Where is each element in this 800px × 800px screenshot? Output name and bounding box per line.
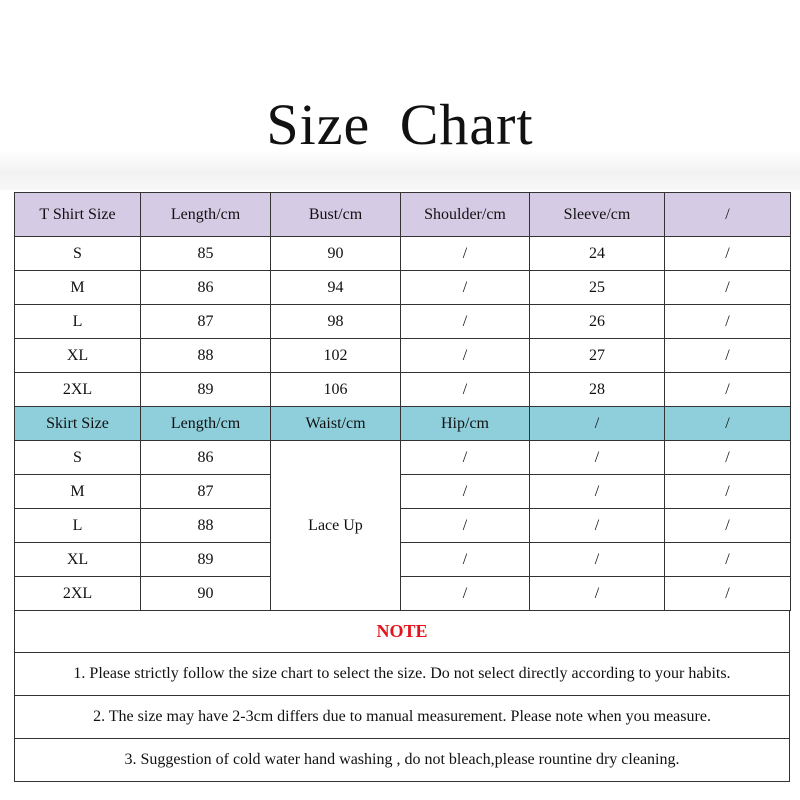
skirt-header-size: Skirt Size (15, 407, 141, 441)
skirt-cell-extra-1: / (530, 441, 665, 475)
tshirt-cell-length: 87 (141, 305, 271, 339)
skirt-cell-length: 90 (141, 577, 271, 611)
tshirt-cell-length: 88 (141, 339, 271, 373)
skirt-cell-hip: / (401, 441, 530, 475)
skirt-cell-extra-1: / (530, 577, 665, 611)
skirt-cell-extra-2: / (665, 543, 791, 577)
tshirt-cell-extra: / (665, 339, 791, 373)
size-chart-table (14, 192, 791, 611)
tshirt-cell-sleeve: 26 (530, 305, 665, 339)
skirt-cell-length: 86 (141, 441, 271, 475)
skirt-cell-length: 89 (141, 543, 271, 577)
skirt-row (15, 475, 791, 509)
tshirt-row (15, 339, 791, 373)
note-title: NOTE (376, 621, 428, 641)
skirt-cell-extra-1: / (530, 509, 665, 543)
tshirt-cell-extra: / (665, 271, 791, 305)
tshirt-cell-size: XL (15, 339, 141, 373)
tshirt-header-extra: / (665, 193, 791, 237)
skirt-cell-extra-1: / (530, 543, 665, 577)
skirt-row (15, 577, 791, 611)
tshirt-cell-size: L (15, 305, 141, 339)
note-item-text: 2. The size may have 2-3cm differs due to manual measurement. Please note when you measure. (93, 708, 711, 725)
notes-section (14, 610, 790, 782)
tshirt-cell-length: 89 (141, 373, 271, 407)
tshirt-cell-bust: 106 (271, 373, 401, 407)
tshirt-cell-shoulder: / (401, 271, 530, 305)
skirt-row (15, 543, 791, 577)
skirt-cell-size: 2XL (15, 577, 141, 611)
skirt-cell-extra-1: / (530, 475, 665, 509)
tshirt-cell-size: S (15, 237, 141, 271)
skirt-header-length: Length/cm (141, 407, 271, 441)
skirt-header-extra-2: / (665, 407, 791, 441)
tshirt-cell-sleeve: 28 (530, 373, 665, 407)
skirt-cell-extra-2: / (665, 577, 791, 611)
tshirt-header-size: T Shirt Size (15, 193, 141, 237)
tshirt-row (15, 271, 791, 305)
tshirt-cell-extra: / (665, 305, 791, 339)
tshirt-cell-extra: / (665, 237, 791, 271)
tshirt-cell-bust: 90 (271, 237, 401, 271)
tshirt-row (15, 305, 791, 339)
skirt-cell-extra-2: / (665, 509, 791, 543)
skirt-row (15, 509, 791, 543)
tshirt-cell-shoulder: / (401, 339, 530, 373)
note-item-text: 1. Please strictly follow the size chart to select the size. Do not select directly according to your habits. (73, 665, 731, 682)
skirt-waist-lace-up: Lace Up (271, 441, 401, 611)
tshirt-cell-sleeve: 25 (530, 271, 665, 305)
tshirt-header-sleeve: Sleeve/cm (530, 193, 665, 237)
tshirt-cell-shoulder: / (401, 237, 530, 271)
skirt-cell-size: L (15, 509, 141, 543)
tshirt-cell-sleeve: 27 (530, 339, 665, 373)
tshirt-cell-extra: / (665, 373, 791, 407)
skirt-cell-size: XL (15, 543, 141, 577)
tshirt-header-shoulder: Shoulder/cm (401, 193, 530, 237)
skirt-header-waist: Waist/cm (271, 407, 401, 441)
tshirt-header-length: Length/cm (141, 193, 271, 237)
skirt-cell-size: M (15, 475, 141, 509)
skirt-cell-hip: / (401, 509, 530, 543)
skirt-cell-length: 88 (141, 509, 271, 543)
skirt-cell-length: 87 (141, 475, 271, 509)
tshirt-row (15, 237, 791, 271)
skirt-header-row (15, 407, 791, 441)
skirt-row (15, 441, 791, 475)
skirt-cell-extra-2: / (665, 475, 791, 509)
note-title-row (14, 610, 790, 653)
skirt-cell-extra-2: / (665, 441, 791, 475)
skirt-cell-hip: / (401, 577, 530, 611)
tshirt-cell-shoulder: / (401, 373, 530, 407)
tshirt-row (15, 373, 791, 407)
tshirt-cell-bust: 94 (271, 271, 401, 305)
tshirt-cell-length: 85 (141, 237, 271, 271)
note-item (14, 653, 790, 696)
skirt-header-extra-1: / (530, 407, 665, 441)
note-item (14, 696, 790, 739)
skirt-cell-size: S (15, 441, 141, 475)
tshirt-cell-bust: 102 (271, 339, 401, 373)
skirt-cell-hip: / (401, 543, 530, 577)
tshirt-header-row (15, 193, 791, 237)
tshirt-cell-bust: 98 (271, 305, 401, 339)
skirt-header-hip: Hip/cm (401, 407, 530, 441)
page-title: Size Chart (266, 92, 534, 157)
note-item-text: 3. Suggestion of cold water hand washing , do not bleach,please rountine dry cleaning. (124, 751, 680, 768)
tshirt-cell-length: 86 (141, 271, 271, 305)
tshirt-cell-sleeve: 24 (530, 237, 665, 271)
note-item (14, 739, 790, 782)
tshirt-cell-size: M (15, 271, 141, 305)
tshirt-cell-shoulder: / (401, 305, 530, 339)
tshirt-cell-size: 2XL (15, 373, 141, 407)
tshirt-header-bust: Bust/cm (271, 193, 401, 237)
skirt-cell-hip: / (401, 475, 530, 509)
